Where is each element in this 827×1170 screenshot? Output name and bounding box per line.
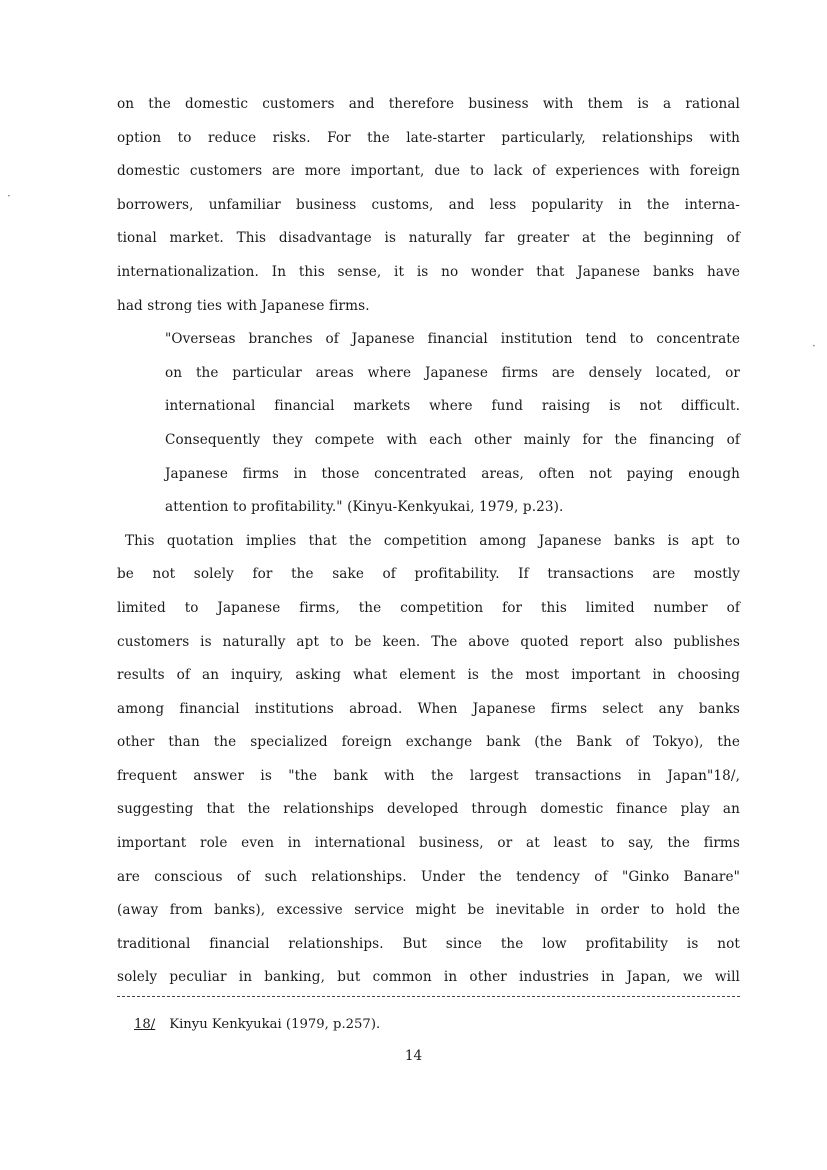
body-line: internationalization. In this sense, it is no wonder that Japanese banks have bbox=[117, 263, 740, 280]
footnote-text: Kinyu Kenkyukai (1979, p.257). bbox=[169, 1017, 381, 1032]
footnote-number: 18/ bbox=[134, 1017, 156, 1032]
body-line: option to reduce risks. For the late-starter particularly, relationships with bbox=[117, 129, 740, 146]
body-line: had strong ties with Japanese firms. bbox=[117, 297, 370, 314]
body-line: tional market. This disadvantage is naturally far greater at the beginning of bbox=[117, 230, 740, 247]
quote-line: "Overseas branches of Japanese financial institution tend to concentrate bbox=[165, 331, 740, 348]
quote-line: international financial markets where fund raising is not difficult. bbox=[165, 398, 740, 415]
quote-line: Japanese firms in those concentrated areas, often not paying enough bbox=[165, 465, 740, 482]
body-line: are conscious of such relationships. Under the tendency of "Ginko Banare" bbox=[117, 868, 740, 885]
body-line: traditional financial relationships. But since the low profitability is not bbox=[117, 935, 740, 952]
body-line: This quotation implies that the competition among Japanese banks is apt to bbox=[125, 532, 740, 549]
body-line: important role even in international business, or at least to say, the firms bbox=[117, 835, 740, 852]
body-line: customers is naturally apt to be keen. The above quoted report also publishes bbox=[117, 633, 740, 650]
margin-tick: · bbox=[812, 339, 816, 353]
margin-tick: · bbox=[7, 189, 11, 203]
footnote bbox=[134, 1015, 380, 1035]
body-line: on the domestic customers and therefore business with them is a rational bbox=[117, 96, 740, 112]
quote-line: Consequently they compete with each other mainly for the financing of bbox=[165, 431, 740, 448]
footnote-divider bbox=[117, 996, 740, 998]
body-line: other than the specialized foreign exchange bank (the Bank of Tokyo), the bbox=[117, 734, 740, 751]
body-line: suggesting that the relationships developed through domestic finance play an bbox=[117, 801, 740, 818]
body-line: be not solely for the sake of profitability. If transactions are mostly bbox=[117, 566, 740, 583]
quote-line: attention to profitability." (Kinyu-Kenkyukai, 1979, p.23). bbox=[165, 499, 564, 516]
body-line: borrowers, unfamiliar business customs, and less popularity in the interna- bbox=[117, 196, 740, 213]
main-text bbox=[117, 88, 740, 995]
body-line: (away from banks), excessive service might be inevitable in order to hold the bbox=[117, 902, 740, 919]
body-line: limited to Japanese firms, the competition for this limited number of bbox=[117, 599, 740, 616]
page-number: 14 bbox=[404, 1048, 423, 1064]
body-line: results of an inquiry, asking what element is the most important in choosing bbox=[117, 667, 740, 684]
body-line: frequent answer is "the bank with the largest transactions in Japan"18/, bbox=[117, 767, 740, 784]
quote-line: on the particular areas where Japanese firms are densely located, or bbox=[165, 364, 740, 381]
body-line: solely peculiar in banking, but common in other industries in Japan, we will bbox=[117, 969, 740, 986]
body-line: among financial institutions abroad. When Japanese firms select any banks bbox=[117, 700, 740, 717]
body-line: domestic customers are more important, due to lack of experiences with foreign bbox=[117, 163, 740, 180]
